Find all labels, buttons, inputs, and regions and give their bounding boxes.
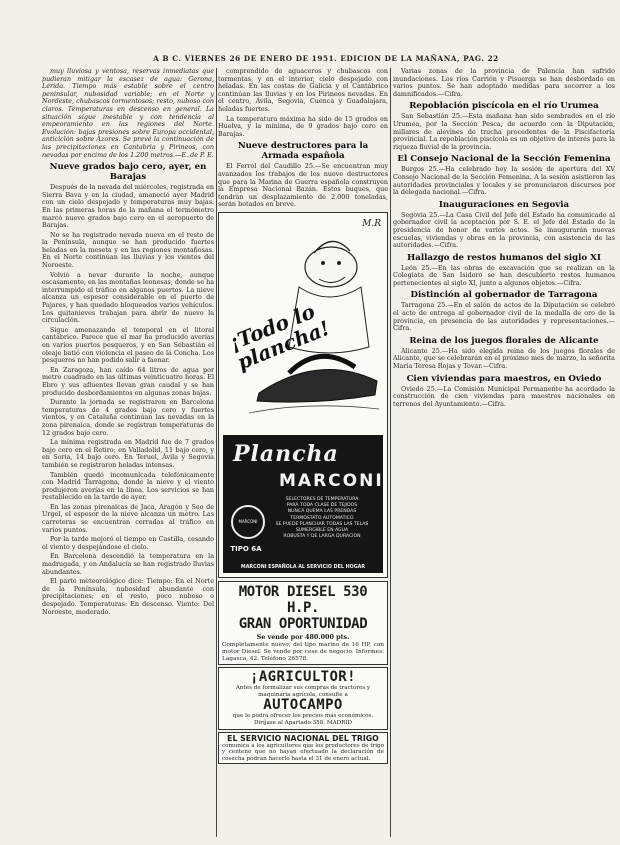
- advertisement-motor-diesel: [218, 581, 388, 665]
- article-paragraph: Oviedo 25.—La Comisión Municipal Permanente ha acordado la construcción de cien viviendas para maestros nacionales en terrenos del Ayuntamiento.—Cifra.: [393, 384, 615, 408]
- article-paragraph: Tarragona 25.—En el salón de actos de la Diputación se celebró el acto de entrega al gobernador civil de la medalla de oro de la provincia, en presencia de las autoridades y representaciones.—Cifra.: [393, 301, 615, 333]
- article-paragraph: Volvió a nevar durante la noche, aunque escasamente, en las montañas leonesas, donde se ha interrumpido el tráfico en algunos puertos. La nieve alcanza un espesor considerable en el puerto de Pajares, y han quedado bloqueados varios vehículos. Los quitanieves trabajan para abrir de nuevo la circulación.: [42, 270, 214, 325]
- feature-item: PARA TODA CLASE DE TEJIDOS: [286, 503, 358, 509]
- headline-urumea: Repoblación piscícola en el río Urumea: [409, 101, 599, 112]
- article-paragraph: Por la tarde mejoró el tiempo en Castilla, cesando el viento y despejándose el cielo.: [42, 535, 214, 551]
- column-right: [393, 68, 615, 839]
- ad-subline: Antes de formalizar sus compras de tractores y maquinaria agrícola, consulte a: [235, 685, 371, 698]
- column-middle: [218, 68, 388, 839]
- brand-word-marconi: MARCONI: [279, 470, 384, 491]
- article-paragraph: La mínima registrada en Madrid fue de 7 grados bajo cero en el Retiro; en Valladolid, 11 bajo cero, y en Soria, 14 bajo cero. En Teruel, Ávila y Segovia también se registraron heladas intensas.: [42, 438, 214, 469]
- advertisement-servicio-trigo: [218, 732, 388, 765]
- page-masthead: A B C. VIERNES 26 DE ENERO DE 1951. EDICION DE LA MAÑANA, PAG. 22: [153, 54, 499, 63]
- headline-restos-humanos: Hallazgo de restos humanos del siglo XI: [407, 252, 601, 263]
- headline-seccion-femenina: El Consejo Nacional de la Sección Femenina: [397, 154, 611, 165]
- ad-details: Completamente nuevo, del tipo marino de 16 HP, con motor Diesel. Se vende por cese de negocio. Informes: Lagasca, 42. Teléfono 26578.: [222, 641, 384, 662]
- weather-intro: muy lluviosa y ventosa, reservas inmediatas que pudieran mitigar la escasez de agua: Gerona, Lérida. Tiempo más estable sobre el centro peninsular, nubosidad variable; en el Norte y Nordeste, chubascos tormentosos; resto, nuboso con claros. Temperaturas en descenso en general. La situación sigue inestable y con tendencia al empeoramiento en las regiones del Norte. Evolución: bajas presiones sobre Europa occidental, anticiclón sobre Azores. Se prevé la continuación de las precipitaciones en Cantabria y Pirineos, con nevadas por encima de los 1.200 metros.—E. de P. E.: [42, 68, 214, 159]
- ad-headline: MOTOR DIESEL 530 H.P.: [238, 583, 368, 616]
- article-paragraph: Durante la jornada se registraron en Barcelona temperaturas de 4 grados bajo cero y fuertes vientos, y en Cataluña continúan las nevadas en la zona pirenaica, donde se registran temperaturas de 12 grados bajo cero.: [42, 398, 214, 437]
- headline-oviedo: Cien viviendas para maestros, en Oviedo: [406, 373, 602, 384]
- ad-details: comunica a los agricultores que los productores de trigo y centeno que no hayan efectuado la declaración de cosecha podrán hacerlo hasta el 31 de enero actual.: [222, 742, 384, 762]
- model-label: TIPO 6A: [230, 544, 262, 553]
- ad-footer: MARCONI ESPAÑOLA AL SERVICIO DEL HOGAR: [240, 564, 366, 570]
- marconi-logo: MARCONI: [231, 505, 265, 539]
- ad-brand-panel: [223, 435, 383, 573]
- ad-subline: que le podrá ofrecer los precios más económicos. Diríjase al Apartado 358. MADRID: [232, 713, 374, 727]
- headline-tarragona: Distinción al gobernador de Tarragona: [410, 290, 598, 301]
- feature-list: [265, 497, 379, 557]
- article-paragraph: Burgos 25.—Ha celebrado hoy la sesión de apertura del XV Consejo Nacional de la Sección Femenina. A la sesión asistieron las autoridades provinciales y locales y se pronunciaron discursos por la delegada nacional.—Cifra.: [393, 165, 615, 197]
- article-paragraph: El Ferrol del Caudillo 25.—Se encuentran muy avanzados los trabajos de los nueve destructores que para la Marina de Guerra española construyen la Empresa Nacional Bazán. Estos buques, que tendrán un desplazamiento de 2.000 toneladas, serán botados en breve.: [218, 162, 388, 209]
- ad-headline: GRAN OPORTUNIDAD: [238, 615, 368, 632]
- ad-price: Se vende por 480.000 pts.: [256, 632, 350, 641]
- column-divider-1: [216, 68, 217, 837]
- article-paragraph: San Sebastián 25.—Esta mañana han sido sembrados en el río Urumea, por la Sección Pesca, de acuerdo con la Diputación, millares de alevines de trucha procedentes de la Piscifactoría provincial. La repoblación piscícola es un objetivo de interés para la riqueza fluvial de la provincia.: [393, 112, 615, 151]
- feature-item: NUNCA QUEMA LAS PRENDAS: [287, 509, 357, 515]
- ad-slogan: ¡Todo lo plancha!: [225, 298, 334, 375]
- article-paragraph: Alicante 25.—Ha sido elegida reina de los juegos florales de Alicante, que se celebrarán en el próximo mes de marzo, la señorita María Teresa Rojas y Tovar.—Cifra.: [393, 346, 615, 371]
- corner-mark: M.R: [362, 218, 381, 229]
- article-paragraph: También quedó incomunicada telefónicamente con Madrid Tarragona, donde la nieve y el viento produjeron averías en la línea. Los servicios se han restablecido en la tarde de ayer.: [42, 470, 214, 502]
- column-divider-2: [390, 68, 391, 837]
- brand-word-plancha: Plancha: [233, 440, 339, 467]
- ad-headline: ¡AGRICULTOR!: [250, 669, 356, 686]
- ad-headline: AUTOCAMPO: [263, 697, 343, 714]
- feature-item: SUMERGIBLE EN AGUA: [295, 527, 349, 533]
- headline-alicante: Reina de los juegos florales de Alicante: [409, 335, 599, 346]
- article-paragraph: Segovia 25.—La Casa Civil del Jefe del Estado ha comunicado al gobernador civil la aceptación por S. E. el Jefe del Estado de la presidencia de honor de varios actos. Se inaugurarán nuevas escuelas, viviendas y obras en la provincia, con asistencia de las autoridades.—Cifra.: [393, 210, 615, 250]
- ad-headline: EL SERVICIO NACIONAL DEL TRIGO: [227, 733, 379, 743]
- article-paragraph: No se ha registrado nevada nueva en el resto de la Península, aunque se han producido fuertes heladas en la meseta y en las regiones montañosas. En el Norte continúan las lluvias y los vientos del Noroeste.: [42, 230, 214, 270]
- headline-destructores: Nueve destructores para la Armada española: [237, 141, 369, 162]
- article-paragraph: Después de la nevada del miércoles, registrada en Sierra Bava y en la ciudad, amaneció ayer Madrid con un cielo despejado y temperaturas muy bajas. En las primeras horas de la mañana el termómetro marcó nueve grados bajo cero en el aeropuerto de Barajas.: [42, 183, 214, 230]
- advertisement-plancha-marconi: [218, 212, 388, 578]
- feature-item: TERMOSTATO AUTOMATICO: [290, 515, 354, 521]
- headline-barajas: Nueve grados bajo cero, ayer, en Barajas: [49, 162, 207, 183]
- article-paragraph: En las zonas pirenaicas de Jaca, Aragón y Seo de Urgel, el espesor de la nieve alcanza un metro. Las carreteras se encuentran cerradas al tráfico en varios puntos.: [42, 502, 214, 534]
- feature-item: SE PUEDE PLANCHAR TODAS LAS TELAS: [275, 521, 369, 527]
- article-paragraph: La temperatura máxima ha sido de 15 grados en Huelva, y la mínima, de 9 grados bajo cero en Barajas.: [218, 114, 388, 138]
- article-paragraph: comprendido de aguaceros y chubascos con tormentas, y en el interior, cielo despejado con heladas. En las costas de Galicia y el Cantábrico continúan las lluvias y en los Pirineos nevadas. En el centro, Ávila, Segovia, Cuenca y Guadalajara, heladas fuertes.: [218, 68, 388, 113]
- feature-item: SELECTORES DE TEMPERATURA: [285, 496, 359, 502]
- article-paragraph: Varias zonas de la provincia de Palencia han sufrido inundaciones. Los ríos Carrión y Pisuerga se han desbordado en varios puntos. Se han adoptado medidas para socorrer a los damnificados.—Cifra.: [393, 68, 615, 98]
- article-paragraph: En Barcelona descendió la temperatura en la madrugada, y en Andalucía se han registrado lluvias abundantes.: [42, 552, 214, 576]
- article-paragraph: León 25.—En las obras de excavación que se realizan en la Colegiata de San Isidoro se han descubierto restos humanos pertenecientes al siglo XI, junto a algunos objetos.—Cifra.: [393, 263, 615, 287]
- article-paragraph: En Zaragoza, han caído 64 litros de agua por metro cuadrado en las últimas veinticuatro horas. El Ebro y sus afluentes llevan gran caudal y se han producido desbordamientos en algunas zonas bajas.: [42, 365, 214, 397]
- article-paragraph: El parte meteorológico dice: Tiempo: En el Norte de la Península, nubosidad abundante con precipitaciones; en el resto, poco nuboso o despejado. Temperaturas: En descenso. Viento: Del Noroeste, moderado.: [42, 577, 214, 616]
- feature-item: ROBUSTA Y DE LARGA DURACION: [283, 534, 361, 540]
- headline-segovia: Inauguraciones en Segovia: [438, 199, 570, 210]
- article-paragraph: Sigue amenazando el temporal en el litoral cantábrico. Parece que el mar ha producido averías en varios puertos pesqueros, y en San Sebastián el oleaje batió con violencia el paseo de la Concha. Los pesqueros no han podido salir a faenar.: [42, 325, 214, 365]
- column-left: [42, 68, 214, 839]
- advertisement-agricultor: [218, 667, 388, 729]
